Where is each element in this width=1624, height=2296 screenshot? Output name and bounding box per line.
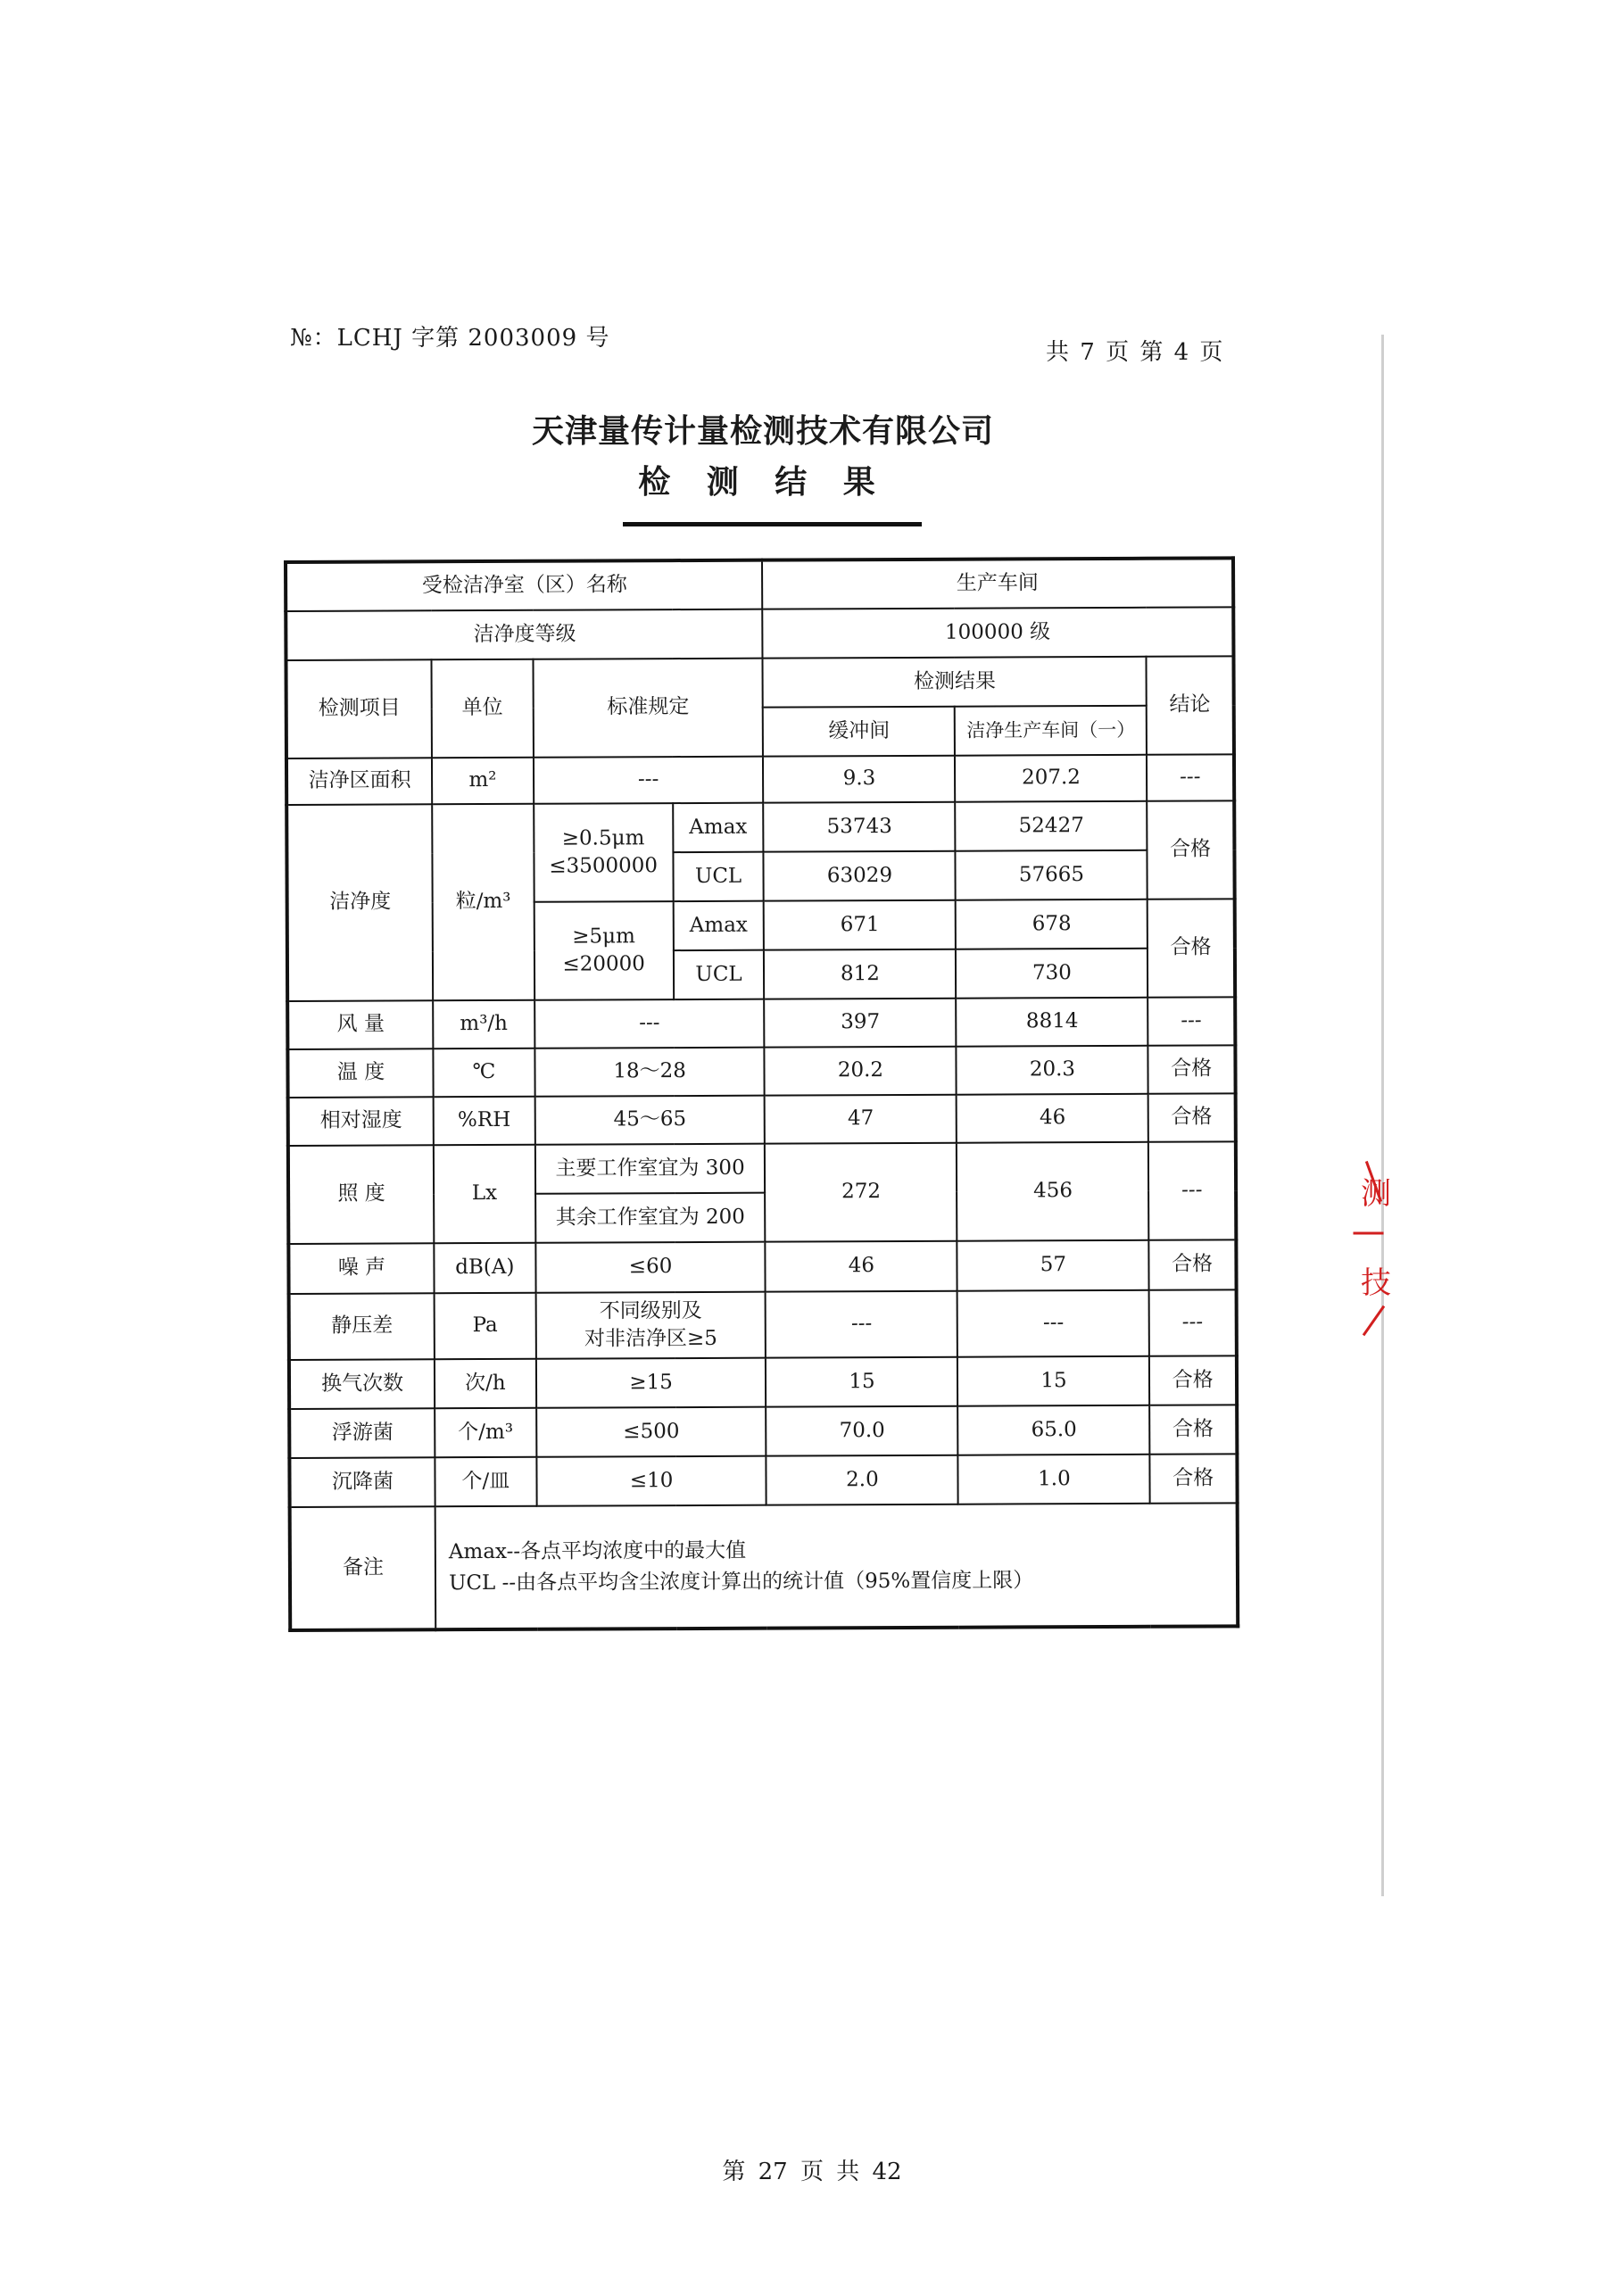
table-row [289, 1454, 1237, 1507]
cleanliness-conclusion-0p5: 合格 [1148, 800, 1235, 899]
air-changes-standard: ≥15 [536, 1358, 766, 1408]
noise-standard: ≤60 [535, 1242, 766, 1293]
table-row [289, 1405, 1237, 1458]
remarks-label: 备注 [290, 1506, 436, 1630]
report-number: №：LCHJ 字第 2003009 号 [290, 325, 610, 352]
table-row [289, 1289, 1237, 1360]
air-changes-unit: 次/h [435, 1359, 536, 1408]
grade-value: 100000 级 [763, 607, 1234, 658]
airflow-unit: m³/h [433, 1000, 534, 1049]
table-row [287, 1045, 1235, 1098]
settling-unit: 个/皿 [435, 1457, 536, 1506]
area-item: 洁净区面积 [286, 758, 432, 805]
noise-value-a: 46 [766, 1241, 957, 1292]
stat-label: Amax [673, 901, 764, 950]
table-row [288, 1093, 1236, 1146]
table-row [286, 607, 1233, 660]
airborne-standard: ≤500 [536, 1407, 766, 1457]
noise-conclusion: 合格 [1149, 1239, 1237, 1289]
table-row [290, 1503, 1239, 1630]
page-title: 检 测 结 果 [638, 463, 888, 501]
table-row [288, 1239, 1236, 1294]
cleanliness-standard-0p5: ≥0.5μm ≤3500000 [534, 803, 673, 902]
settling-standard: ≤10 [536, 1456, 766, 1506]
value-b: 57665 [956, 850, 1148, 900]
header-conclusion: 结论 [1147, 656, 1234, 754]
air-changes-item: 换气次数 [289, 1359, 435, 1409]
value-a: 63029 [764, 851, 956, 901]
temperature-value-b: 20.3 [957, 1046, 1148, 1095]
pressure-item: 静压差 [289, 1293, 435, 1360]
cleanliness-standard-5: ≥5μm ≤20000 [534, 901, 673, 1000]
airflow-value-b: 8814 [957, 998, 1148, 1047]
pressure-unit: Pa [435, 1293, 536, 1359]
pressure-value-a: --- [766, 1291, 957, 1358]
header-item: 检测项目 [286, 659, 432, 758]
header-production-room: 洁净生产车间（一） [955, 706, 1147, 756]
area-value-b: 207.2 [955, 755, 1147, 802]
table-row [286, 800, 1234, 854]
pressure-value-b: --- [957, 1290, 1149, 1357]
air-changes-conclusion: 合格 [1149, 1355, 1237, 1405]
airflow-item: 风 量 [287, 1000, 433, 1049]
value-b: 52427 [956, 801, 1148, 851]
pressure-standard: 不同级别及 对非洁净区≥5 [535, 1292, 766, 1359]
stat-label: Amax [673, 803, 764, 852]
cleanliness-conclusion-5: 合格 [1148, 899, 1235, 997]
humidity-conclusion: 合格 [1148, 1093, 1236, 1141]
page-edge-line [1381, 335, 1384, 1896]
seal-fragment: 测 [1361, 1176, 1391, 1212]
illuminance-standard-other: 其余工作室宜为 200 [535, 1193, 766, 1243]
value-b: 678 [956, 899, 1148, 949]
airborne-item: 浮游菌 [289, 1408, 435, 1458]
settling-item: 沉降菌 [289, 1457, 435, 1507]
header-standard: 标准规定 [533, 659, 763, 758]
seal-fragment: 技 [1361, 1265, 1391, 1301]
table-row [287, 997, 1235, 1049]
remarks-text [435, 1503, 1239, 1629]
illuminance-standard-main: 主要工作室宜为 300 [535, 1144, 766, 1194]
remarks-line: UCL --由各点平均含尘浓度计算出的统计值（95%置信度上限） [448, 1568, 1034, 1595]
stat-label: UCL [673, 852, 764, 901]
airflow-conclusion: --- [1148, 997, 1236, 1045]
temperature-conclusion: 合格 [1148, 1045, 1236, 1093]
pressure-conclusion: --- [1149, 1289, 1237, 1355]
airborne-conclusion: 合格 [1150, 1405, 1238, 1454]
temperature-unit: ℃ [433, 1049, 534, 1097]
company-name: 天津量传计量检测技术有限公司 [531, 412, 994, 450]
grade-label: 洁净度等级 [286, 609, 763, 660]
value-a: 53743 [764, 802, 956, 852]
title-underline [623, 522, 922, 526]
illuminance-unit: Lx [434, 1145, 535, 1243]
table-row [286, 754, 1234, 805]
table-header-row [286, 656, 1233, 709]
temperature-standard: 18～28 [534, 1048, 765, 1097]
illuminance-value-b: 456 [957, 1142, 1148, 1241]
temperature-item: 温 度 [287, 1049, 433, 1098]
value-b: 730 [956, 949, 1148, 999]
results-table [284, 556, 1239, 1632]
cleanliness-item: 洁净度 [286, 804, 433, 1001]
area-unit: m² [432, 758, 534, 804]
humidity-value-b: 46 [957, 1094, 1148, 1143]
header-unit: 单位 [432, 659, 534, 758]
area-conclusion: --- [1147, 754, 1234, 800]
airflow-standard: --- [534, 999, 765, 1049]
area-value-a: 9.3 [763, 756, 955, 803]
stamp-edge [1354, 1232, 1384, 1235]
humidity-unit: %RH [434, 1097, 535, 1145]
room-name-label: 受检洁净室（区）名称 [286, 560, 763, 611]
table-row [286, 558, 1233, 611]
airborne-value-b: 65.0 [958, 1405, 1150, 1455]
header-buffer-room: 缓冲间 [763, 707, 955, 757]
humidity-item: 相对湿度 [288, 1097, 434, 1146]
remarks-line: Amax--各点平均浓度中的最大值 [448, 1538, 747, 1564]
room-name-value: 生产车间 [762, 558, 1233, 609]
header-results: 检测结果 [763, 657, 1147, 708]
illuminance-item: 照 度 [288, 1145, 435, 1244]
air-changes-value-a: 15 [766, 1357, 957, 1407]
air-changes-value-b: 15 [957, 1356, 1149, 1406]
airborne-value-a: 70.0 [766, 1406, 958, 1456]
noise-unit: dB(A) [434, 1243, 535, 1293]
settling-conclusion: 合格 [1150, 1454, 1238, 1503]
illuminance-conclusion: --- [1148, 1141, 1236, 1239]
noise-item: 噪 声 [288, 1243, 434, 1294]
value-a: 671 [764, 900, 956, 950]
humidity-value-a: 47 [765, 1095, 957, 1144]
table-row [289, 1355, 1237, 1409]
settling-value-b: 1.0 [958, 1455, 1150, 1504]
page-counter: 共 7 页 第 4 页 [1046, 339, 1223, 366]
temperature-value-a: 20.2 [765, 1047, 957, 1096]
value-a: 812 [764, 949, 956, 999]
illuminance-value-a: 272 [765, 1143, 957, 1242]
page-footer: 第 27 页 共 42 [722, 2159, 902, 2185]
area-standard: --- [534, 757, 764, 804]
settling-value-a: 2.0 [766, 1455, 958, 1505]
noise-value-b: 57 [957, 1240, 1149, 1291]
cleanliness-unit: 粒/m³ [432, 804, 534, 1000]
table-row [288, 1141, 1236, 1195]
airborne-unit: 个/m³ [435, 1408, 536, 1457]
airflow-value-a: 397 [765, 999, 957, 1048]
humidity-standard: 45～65 [534, 1096, 765, 1145]
stat-label: UCL [674, 950, 765, 999]
